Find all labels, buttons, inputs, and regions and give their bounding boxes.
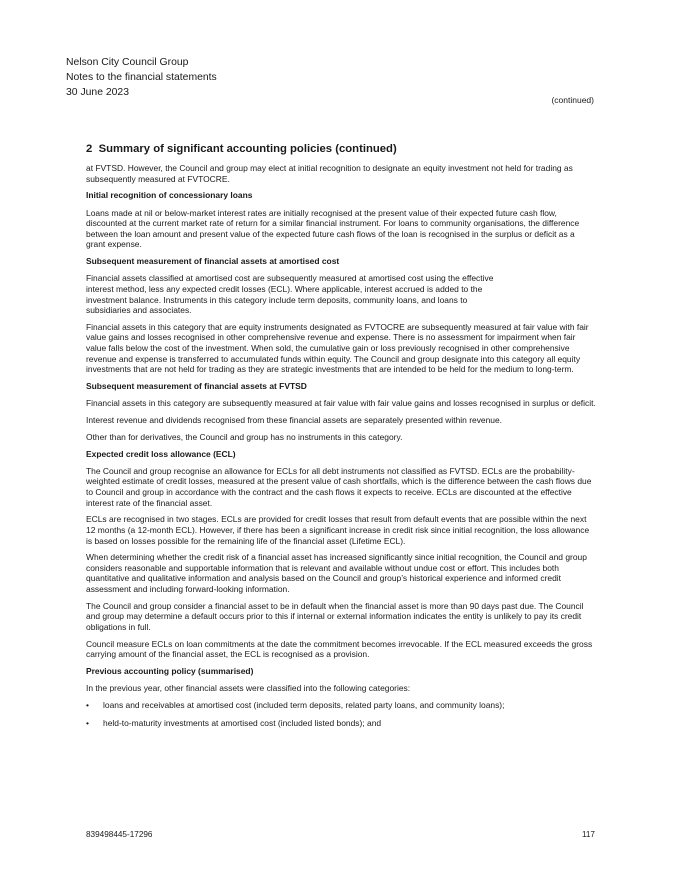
paragraph: Council measure ECLs on loan commitments at the date the commitment becomes irrevocable. If the ECL measured exceeds the gross carrying amount of the financial asset, the ECL is recognised as a provision. [86,638,593,660]
list-item-text: loans and receivables at amortised cost (included term deposits, related party loans, and community loans); [103,700,505,711]
paragraph: Loans made at nil or below-market interest rates are initially recognised at the present value of their expected future cash flow, discounted at the current market rate of return for a similar financial instrument. For loans to community organisations, the difference between the loan amount and present value of the expected future cash flows of the loan is recognised in the surplus or deficit as a grant expense. [86,207,580,250]
subheading-ecl: Expected credit loss allowance (ECL) [86,448,236,459]
section-title: Summary of significant accounting policies (continued) [98,143,397,155]
bullet-icon: • [86,700,89,711]
paragraph: Interest revenue and dividends recognised from these financial assets are separately presented within revenue. [86,415,503,425]
list-item-text: held-to-maturity investments at amortised cost (included listed bonds); and [103,718,382,729]
section-number: 2 [86,143,93,155]
subheading-previous-policy: Previous accounting policy (summarised) [86,666,254,677]
paragraph: In the previous year, other financial assets were classified into the following categories: [86,683,411,694]
paragraph: Other than for derivatives, the Council and group has no instruments in this category. [86,431,403,442]
document-id: 839498445-17296 [86,830,153,839]
list-item [86,700,596,711]
subheading-amortised-cost: Subsequent measurement of financial assets at amortised cost [86,256,340,267]
subheading-concessionary-loans: Initial recognition of concessionary loans [86,190,253,201]
bullet-icon: • [86,718,89,729]
paragraph: Financial assets in this category that are equity instruments designated as FVTOCRE are subsequently measured at fair value with fair value gains and losses recognised in other comprehensive revenue and expense. There is no assessment for impairment when fair value falls below the cost of the investment. When sold, the cumulative gain or loss previously recognised in other comprehensive revenue and expense is transferred to accumulated funds within equity. The Council and group designate into this category all equity investments that are not held for trading as they are strategic investments that are intended to be held for the medium to long-term. [86,321,589,375]
paragraph: Financial assets classified at amortised cost are subsequently measured at amortised cost using the effective interest method, less any expected credit losses (ECL). Where applicable, interest accrued is added to the investment balance. Instruments in this category include term deposits, community loans, and loans to subsidiaries and associates. [86,273,494,316]
page-number: 117 [581,830,595,839]
paragraph: The Council and group consider a financial asset to be in default when the financial asset is more than 90 days past due. The Council and group may determine a default occurs prior to this if internal or external information indicates the entity is unlikely to pay its credit obligations in full. [86,600,584,633]
bullet-list [86,700,596,729]
list-item [86,718,596,729]
report-date: 30 June 2023 [66,87,129,98]
continued-label: (continued) [551,95,594,105]
section-heading [86,143,397,155]
intro-paragraph: at FVTSD. However, the Council and group may elect at initial recognition to designate an equity investment not held for trading as subsequently measured at FVTOCRE. [86,163,573,184]
notes-content [86,163,596,737]
organisation-name: Nelson City Council Group [66,57,189,68]
paragraph: The Council and group recognise an allowance for ECLs for all debt instruments not classified as FVTSD. ECLs are the probability-weighted estimate of credit losses, measured at the present value of cash shortfalls, which is the difference between the cash flows due to Council and group in accordance with the contract and the cash flows it expects to receive. ECLs are discounted at the effective interest rate of the financial asset. [86,465,592,508]
paragraph: ECLs are recognised in two stages. ECLs are provided for credit losses that result from default events that are possible within the next 12 months (a 12-month ECL). However, if there has been a significant increase in credit risk since initial recognition, the loss allowance is based on losses possible for the remaining life of the financial asset (Lifetime ECL). [86,514,590,546]
subheading-fvtsd: Subsequent measurement of financial assets at FVTSD [86,381,307,392]
paragraph: Financial assets in this category are subsequently measured at fair value with fair value gains and losses recognised in surplus or deficit. [86,398,596,409]
document-header [66,55,217,100]
document-title: Notes to the financial statements [66,72,217,83]
paragraph: When determining whether the credit risk of a financial asset has increased significantly since initial recognition, the Council and group considers reasonable and supportable information that is relevant and available without undue cost or effort. This includes both quantitative and qualitative information and analysis based on the Council and group’s historical experience and informed credit assessment and including forward-looking information. [86,552,587,595]
